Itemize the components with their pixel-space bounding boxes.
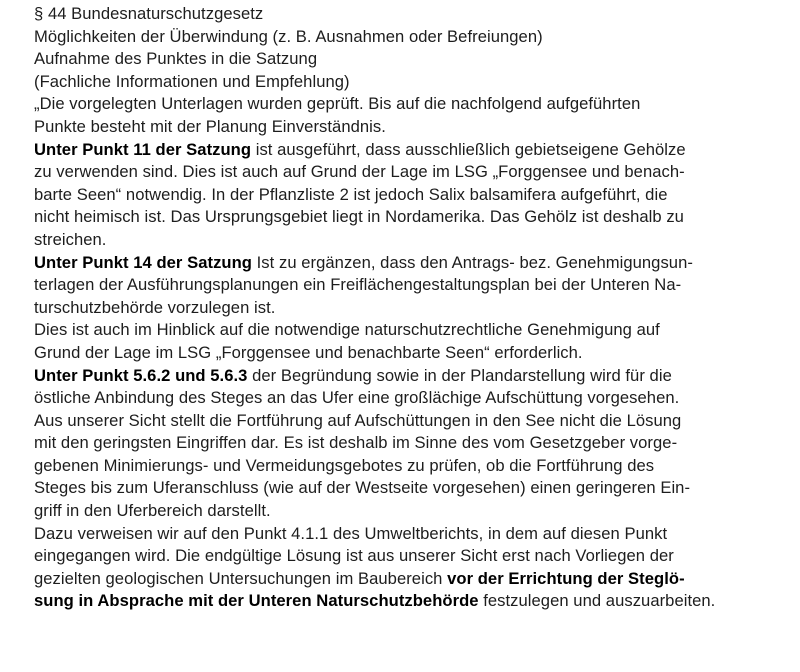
- section-heading: § 44 Bundesnaturschutzgesetz: [34, 4, 264, 23]
- p411-line-3: [34, 568, 794, 591]
- p11-line-5: streichen.: [34, 229, 107, 249]
- intro-paragraph: [34, 93, 794, 138]
- p11-text-1: ist ausgeführt, dass ausschließlich gebietseigene Gehölze: [251, 139, 686, 159]
- p411-bold-3: vor der Errichtung der Steglö-: [447, 568, 685, 588]
- paragraph-punkt-14: [34, 252, 794, 365]
- p56-text-1: der Begründung sowie in der Plandarstellung wird für die: [247, 365, 672, 385]
- p411-line-4: [34, 590, 794, 613]
- p11-line-2: zu verwenden sind. Dies ist auch auf Grund der Lage im LSG „Forggensee und benach-: [34, 162, 685, 182]
- header-line-4: (Fachliche Informationen und Empfehlung): [34, 71, 350, 91]
- paragraph-punkt-4-1-1: [34, 523, 794, 613]
- p14-line-4: Dies ist auch im Hinblick auf die notwendige naturschutzrechtliche Genehmigung auf: [34, 320, 660, 340]
- intro-line-1: „Die vorgelegten Unterlagen wurden geprüft. Bis auf die nachfolgend aufgeführten: [34, 94, 641, 114]
- p411-line-1: Dazu verweisen wir auf den Punkt 4.1.1 des Umweltberichts, in dem auf diesen Punkt: [34, 523, 668, 543]
- p56-line-1: [34, 365, 794, 388]
- p411-text-4: festzulegen und auszuarbeiten.: [478, 591, 716, 611]
- p56-line-5: gebenen Minimierungs- und Vermeidungsgebotes zu prüfen, ob die Fortführung des: [34, 455, 655, 475]
- p11-line-3: barte Seen“ notwendig. In der Pflanzliste 2 ist jedoch Salix balsamifera aufgeführt, die: [34, 184, 668, 204]
- paragraph-punkt-11: [34, 139, 794, 252]
- p14-bold-label: Unter Punkt 14 der Satzung: [34, 252, 252, 272]
- p56-line-3: Aus unserer Sicht stellt die Fortführung auf Aufschüttungen in den See nicht die Lösung: [34, 410, 682, 430]
- p11-bold-label: Unter Punkt 11 der Satzung: [34, 139, 252, 159]
- p56-line-2: östliche Anbindung des Steges an das Ufer eine großlächige Aufschüttung vorgesehen.: [34, 388, 680, 408]
- p11-line-1: [34, 139, 794, 162]
- p56-line-7: griff in den Uferbereich darstellt.: [34, 501, 271, 521]
- p14-line-1: [34, 252, 794, 275]
- p411-text-3: gezielten geologischen Untersuchungen im Baubereich: [34, 568, 448, 588]
- header-line-3: Aufnahme des Punktes in die Satzung: [34, 49, 318, 69]
- p56-bold-label: Unter Punkt 5.6.2 und 5.6.3: [34, 365, 248, 385]
- p56-line-6: Steges bis zum Uferanschluss (wie auf der Westseite vorgesehen) einen geringeren Ein-: [34, 478, 691, 498]
- p14-line-2: terlagen der Ausführungsplanungen ein Freiflächengestaltungsplan bei der Unteren Na-: [34, 275, 682, 295]
- p411-line-2: eingegangen wird. Die endgültige Lösung ist aus unserer Sicht erst nach Vorliegen der: [34, 546, 674, 566]
- intro-line-2: Punkte besteht mit der Planung Einverständnis.: [34, 116, 386, 136]
- p14-line-5: Grund der Lage im LSG „Forggensee und benachbarte Seen“ erforderlich.: [34, 342, 583, 362]
- paragraph-punkt-5-6: [34, 365, 794, 523]
- p56-line-4: mit den geringsten Eingriffen dar. Es ist deshalb im Sinne des vom Gesetzgeber vorge-: [34, 433, 678, 453]
- header-line-2: Möglichkeiten der Überwindung (z. B. Ausnahmen oder Befreiungen): [34, 26, 543, 46]
- header-block: [34, 3, 794, 93]
- p11-line-4: nicht heimisch ist. Das Ursprungsgebiet liegt in Nordamerika. Das Gehölz ist deshalb zu: [34, 207, 684, 227]
- p411-bold-4: sung in Absprache mit der Unteren Naturschutzbehörde: [34, 591, 479, 611]
- p14-text-1: Ist zu ergänzen, dass den Antrags- bez. Genehmigungsun-: [251, 252, 693, 272]
- p14-line-3: turschutzbehörde vorzulegen ist.: [34, 297, 276, 317]
